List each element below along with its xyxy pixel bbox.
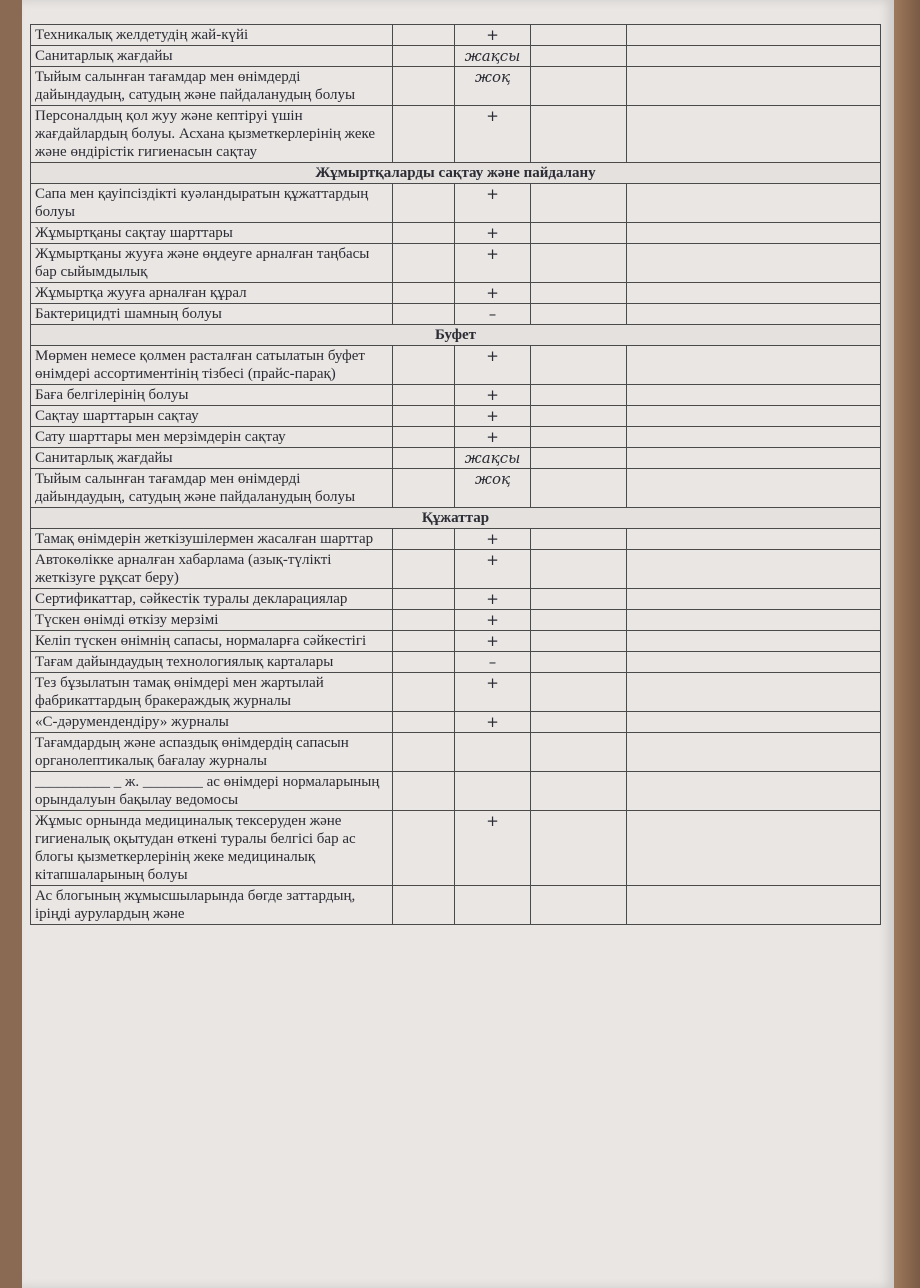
- row-label: Автокөлікке арналған хабарлама (азық-түлікті жеткізуге рұқсат беру): [31, 550, 393, 589]
- empty-cell: [393, 589, 455, 610]
- table-row: [31, 106, 881, 163]
- empty-cell: [627, 67, 881, 106]
- empty-cell: [627, 712, 881, 733]
- table-row: [31, 550, 881, 589]
- empty-cell: [531, 304, 627, 325]
- table-row: [31, 631, 881, 652]
- empty-cell: [393, 733, 455, 772]
- handwritten-mark: [455, 886, 531, 925]
- empty-cell: [393, 550, 455, 589]
- empty-cell: [627, 346, 881, 385]
- empty-cell: [627, 610, 881, 631]
- empty-cell: [393, 712, 455, 733]
- empty-cell: [393, 223, 455, 244]
- row-label: Жұмыртқаны жууға және өңдеуге арналған таңбасы бар сыйымдылық: [31, 244, 393, 283]
- empty-cell: [531, 106, 627, 163]
- empty-cell: [393, 886, 455, 925]
- table-row: [31, 346, 881, 385]
- table-row: [31, 184, 881, 223]
- empty-cell: [393, 469, 455, 508]
- table-row: [31, 46, 881, 67]
- empty-cell: [393, 631, 455, 652]
- row-label: Техникалық желдетудің жай-күйі: [31, 25, 393, 46]
- empty-cell: [393, 406, 455, 427]
- empty-cell: [627, 46, 881, 67]
- handwritten-mark: +: [455, 106, 531, 163]
- table-row: [31, 673, 881, 712]
- section-title: Жұмыртқаларды сақтау және пайдалану: [31, 163, 881, 184]
- empty-cell: [627, 427, 881, 448]
- row-label: Жұмыртқаны сақтау шарттары: [31, 223, 393, 244]
- table-row: [31, 652, 881, 673]
- empty-cell: [531, 550, 627, 589]
- row-label: Тағам дайындаудың технологиялық карталары: [31, 652, 393, 673]
- empty-cell: [627, 469, 881, 508]
- empty-cell: [627, 652, 881, 673]
- empty-cell: [627, 223, 881, 244]
- section-header: [31, 325, 881, 346]
- empty-cell: [531, 610, 627, 631]
- table-row: [31, 304, 881, 325]
- empty-cell: [531, 67, 627, 106]
- table-row: [31, 529, 881, 550]
- handwritten-mark: жоқ: [455, 67, 531, 106]
- handwritten-mark: –: [455, 652, 531, 673]
- handwritten-mark: +: [455, 25, 531, 46]
- empty-cell: [531, 772, 627, 811]
- empty-cell: [393, 46, 455, 67]
- handwritten-mark: +: [455, 631, 531, 652]
- empty-cell: [627, 886, 881, 925]
- empty-cell: [393, 772, 455, 811]
- empty-cell: [393, 106, 455, 163]
- empty-cell: [627, 772, 881, 811]
- row-label: Жұмыс орнында медициналық тексеруден және гигиеналық оқытудан өткені туралы белгісі бар ас блогы қызметкерлерінің жеке медициналық кітапшаларының болуы: [31, 811, 393, 886]
- empty-cell: [393, 652, 455, 673]
- row-label: Персоналдың қол жуу және кептіруі үшін жағдайлардың болуы. Асхана қызметкерлерінің жеке және өндірістік гигиенасын сақтау: [31, 106, 393, 163]
- table-row: [31, 283, 881, 304]
- empty-cell: [531, 589, 627, 610]
- table-row: [31, 589, 881, 610]
- handwritten-mark: +: [455, 673, 531, 712]
- handwritten-mark: +: [455, 811, 531, 886]
- table-row: [31, 610, 881, 631]
- empty-cell: [393, 244, 455, 283]
- section-title: Буфет: [31, 325, 881, 346]
- handwritten-mark: +: [455, 385, 531, 406]
- row-label: Сақтау шарттарын сақтау: [31, 406, 393, 427]
- handwritten-mark: жоқ: [455, 469, 531, 508]
- handwritten-mark: –: [455, 304, 531, 325]
- handwritten-mark: +: [455, 283, 531, 304]
- empty-cell: [393, 529, 455, 550]
- empty-cell: [531, 385, 627, 406]
- table-row: [31, 733, 881, 772]
- table-row: [31, 385, 881, 406]
- empty-cell: [627, 406, 881, 427]
- handwritten-mark: +: [455, 529, 531, 550]
- row-label: Ас блогының жұмысшыларында бөгде заттардың, іріңді аурулардың және: [31, 886, 393, 925]
- empty-cell: [531, 886, 627, 925]
- empty-cell: [393, 427, 455, 448]
- row-label: Сапа мен қауіпсіздікті куәландыратын құжаттардың болуы: [31, 184, 393, 223]
- handwritten-mark: +: [455, 589, 531, 610]
- handwritten-mark: +: [455, 346, 531, 385]
- row-label: Тыйым салынған тағамдар мен өнімдерді дайындаудың, сатудың және пайдаланудың болуы: [31, 469, 393, 508]
- empty-cell: [627, 673, 881, 712]
- handwritten-mark: +: [455, 427, 531, 448]
- handwritten-mark: +: [455, 223, 531, 244]
- empty-cell: [627, 304, 881, 325]
- empty-cell: [627, 25, 881, 46]
- table-row: [31, 406, 881, 427]
- row-label: Түскен өнімді өткізу мерзімі: [31, 610, 393, 631]
- empty-cell: [531, 283, 627, 304]
- handwritten-mark: жақсы: [455, 46, 531, 67]
- handwritten-mark: +: [455, 610, 531, 631]
- table-row: [31, 448, 881, 469]
- empty-cell: [627, 244, 881, 283]
- inspection-table: [30, 24, 881, 925]
- handwritten-mark: +: [455, 550, 531, 589]
- empty-cell: [627, 811, 881, 886]
- row-label: «С-дәрумендендіру» журналы: [31, 712, 393, 733]
- section-header: [31, 508, 881, 529]
- empty-cell: [627, 529, 881, 550]
- empty-cell: [531, 652, 627, 673]
- table-row: [31, 811, 881, 886]
- table-row: [31, 772, 881, 811]
- empty-cell: [531, 184, 627, 223]
- row-label: Санитарлық жағдайы: [31, 46, 393, 67]
- empty-cell: [531, 427, 627, 448]
- empty-cell: [393, 304, 455, 325]
- table-row: [31, 427, 881, 448]
- empty-cell: [393, 811, 455, 886]
- row-label: Санитарлық жағдайы: [31, 448, 393, 469]
- empty-cell: [627, 283, 881, 304]
- empty-cell: [393, 25, 455, 46]
- empty-cell: [393, 448, 455, 469]
- empty-cell: [531, 448, 627, 469]
- empty-cell: [393, 385, 455, 406]
- row-label: Тағамдардың және аспаздық өнімдердің сапасын органолептикалық бағалау журналы: [31, 733, 393, 772]
- empty-cell: [393, 610, 455, 631]
- row-label: Жұмыртқа жууға арналған құрал: [31, 283, 393, 304]
- table-row: [31, 712, 881, 733]
- empty-cell: [627, 550, 881, 589]
- empty-cell: [531, 733, 627, 772]
- table-row: [31, 886, 881, 925]
- document-page: [22, 0, 894, 1288]
- row-label: Сертификаттар, сәйкестік туралы декларациялар: [31, 589, 393, 610]
- row-label: Мөрмен немесе қолмен расталған сатылатын буфет өнімдері ассортиментінің тізбесі (прайс-парақ): [31, 346, 393, 385]
- empty-cell: [393, 67, 455, 106]
- row-label: Тыйым салынған тағамдар мен өнімдерді дайындаудың, сатудың және пайдаланудың болуы: [31, 67, 393, 106]
- row-label: Тамақ өнімдерін жеткізушілермен жасалған шарттар: [31, 529, 393, 550]
- empty-cell: [393, 184, 455, 223]
- table-row: [31, 67, 881, 106]
- empty-cell: [531, 469, 627, 508]
- empty-cell: [531, 631, 627, 652]
- empty-cell: [627, 733, 881, 772]
- empty-cell: [627, 631, 881, 652]
- row-label: Бактерицидті шамның болуы: [31, 304, 393, 325]
- table-row: [31, 469, 881, 508]
- empty-cell: [531, 406, 627, 427]
- empty-cell: [627, 106, 881, 163]
- handwritten-mark: +: [455, 244, 531, 283]
- handwritten-mark: [455, 772, 531, 811]
- empty-cell: [531, 223, 627, 244]
- empty-cell: [627, 448, 881, 469]
- empty-cell: [393, 673, 455, 712]
- empty-cell: [531, 529, 627, 550]
- empty-cell: [627, 184, 881, 223]
- handwritten-mark: +: [455, 184, 531, 223]
- empty-cell: [627, 385, 881, 406]
- section-title: Құжаттар: [31, 508, 881, 529]
- section-header: [31, 163, 881, 184]
- table-row: [31, 244, 881, 283]
- handwritten-mark: +: [455, 712, 531, 733]
- row-label: Баға белгілерінің болуы: [31, 385, 393, 406]
- empty-cell: [531, 244, 627, 283]
- row-label: Келіп түскен өнімнің сапасы, нормаларға сәйкестігі: [31, 631, 393, 652]
- empty-cell: [627, 589, 881, 610]
- table-row: [31, 25, 881, 46]
- empty-cell: [531, 712, 627, 733]
- empty-cell: [531, 46, 627, 67]
- handwritten-mark: +: [455, 406, 531, 427]
- empty-cell: [531, 346, 627, 385]
- empty-cell: [393, 283, 455, 304]
- row-label: Сату шарттары мен мерзімдерін сақтау: [31, 427, 393, 448]
- table-row: [31, 223, 881, 244]
- row-label: __________ _ ж. ________ ас өнімдері нормаларының орындалуын бақылау ведомосы: [31, 772, 393, 811]
- empty-cell: [393, 346, 455, 385]
- handwritten-mark: [455, 733, 531, 772]
- empty-cell: [531, 811, 627, 886]
- empty-cell: [531, 673, 627, 712]
- handwritten-mark: жақсы: [455, 448, 531, 469]
- empty-cell: [531, 25, 627, 46]
- row-label: Тез бұзылатын тамақ өнімдері мен жартылай фабрикаттардың бракераждық журналы: [31, 673, 393, 712]
